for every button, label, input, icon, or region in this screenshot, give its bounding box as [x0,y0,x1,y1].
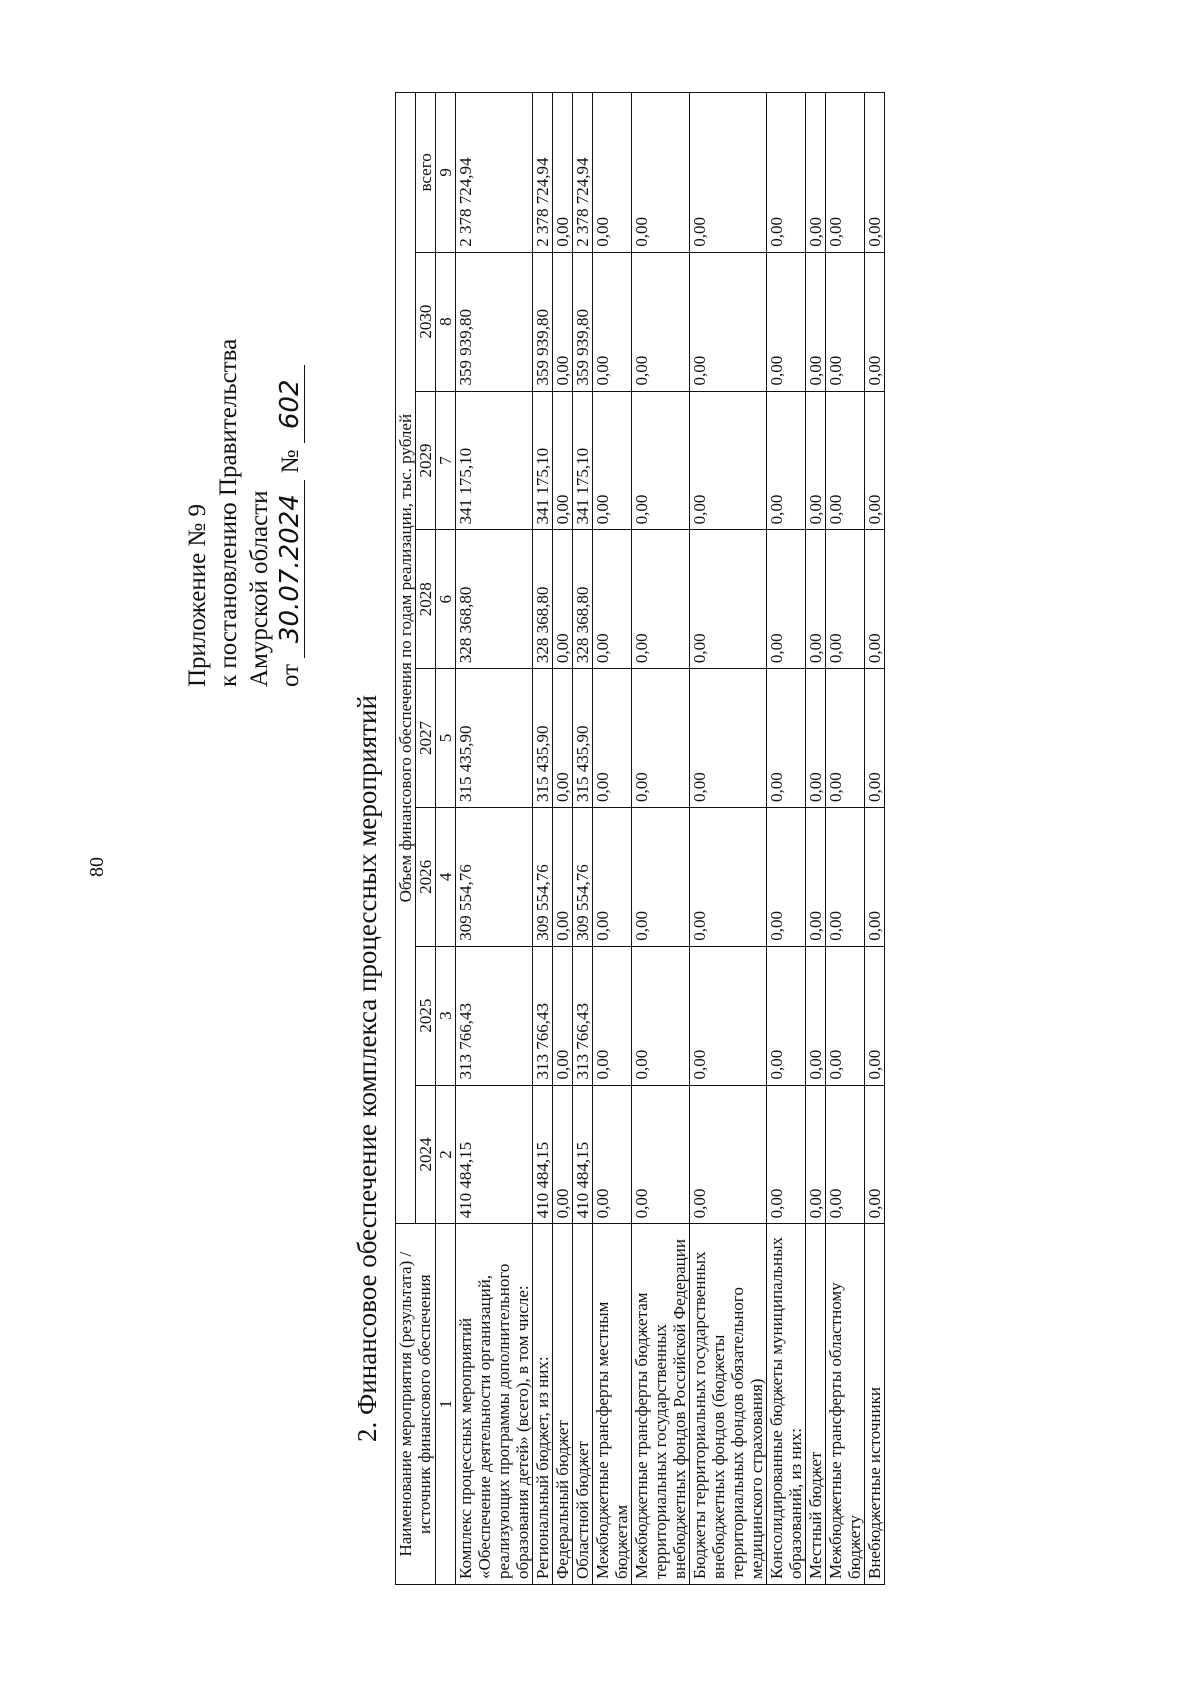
row-value-cell: 0,00 [632,669,690,808]
header-name-cell: Наименование мероприятия (результата) / источник финансового обеспечения [396,1224,436,1585]
row-value-cell: 0,00 [767,807,806,946]
table-row [826,93,865,1585]
column-number-cell: 9 [436,93,456,253]
row-value-cell: 0,00 [826,669,865,808]
appendix-line-3: Амурской области [246,490,273,687]
row-value-cell: 0,00 [806,530,826,669]
row-value-cell: 0,00 [826,946,865,1085]
row-name-cell: Комплекс процессных мероприятий «Обеспечение деятельности организаций, реализующих программы дополнительного образования детей» (всего), в том числе: [456,1224,533,1585]
row-value-cell: 359 939,80 [533,252,553,391]
row-value-cell: 0,00 [593,946,632,1085]
row-value-cell: 0,00 [553,93,573,253]
row-value-cell: 328 368,80 [456,530,533,669]
row-value-cell: 410 484,15 [533,1085,553,1224]
row-name-cell: Внебюджетные источники [865,1224,885,1585]
row-name-cell: Консолидированные бюджеты муниципальных образований, из них: [767,1224,806,1585]
row-name-cell: Федеральный бюджет [553,1224,573,1585]
row-value-cell: 0,00 [767,669,806,808]
header-row-1 [396,93,416,1585]
financing-table [395,92,885,1585]
handwritten-number: 602 [276,365,305,443]
row-value-cell: 309 554,76 [533,807,553,946]
row-value-cell: 313 766,43 [573,946,593,1085]
appendix-line-4 [275,339,306,687]
row-name-cell: Межбюджетные трансферты местным бюджетам [593,1224,632,1585]
row-value-cell: 0,00 [767,391,806,530]
row-name-cell: Местный бюджет [806,1224,826,1585]
row-value-cell: 0,00 [826,252,865,391]
table-row [456,93,533,1585]
section-title: 2. Финансовое обеспечение комплекса процессных мероприятий [352,695,382,1442]
row-value-cell: 0,00 [690,252,767,391]
row-value-cell: 0,00 [593,807,632,946]
row-value-cell: 0,00 [806,807,826,946]
row-name-cell: Межбюджетные трансферты бюджетам территориальных государственных внебюджетных фондов Российской Федерации [632,1224,690,1585]
row-value-cell: 0,00 [806,669,826,808]
row-name-cell: Бюджеты территориальных государственных внебюджетных фондов (бюджеты территориальных фондов обязательного медицинского страхования) [690,1224,767,1585]
row-value-cell: 341 175,10 [533,391,553,530]
row-value-cell: 0,00 [767,93,806,253]
row-value-cell: 0,00 [632,946,690,1085]
row-value-cell: 0,00 [690,1085,767,1224]
row-value-cell: 0,00 [593,391,632,530]
row-value-cell: 0,00 [593,93,632,253]
header-year-cell: 2028 [416,530,436,669]
row-value-cell: 0,00 [593,252,632,391]
row-value-cell: 0,00 [865,530,885,669]
column-number-cell: 1 [436,1224,456,1585]
row-name-cell: Межбюджетные трансферты областному бюджету [826,1224,865,1585]
column-number-cell: 2 [436,1085,456,1224]
row-value-cell: 0,00 [767,252,806,391]
row-value-cell: 0,00 [826,807,865,946]
header-year-cell: 2024 [416,1085,436,1224]
row-value-cell: 0,00 [865,93,885,253]
table-row [632,93,690,1585]
row-value-cell: 0,00 [553,252,573,391]
row-value-cell: 0,00 [826,93,865,253]
handwritten-date: 30.07.2024 [276,480,305,658]
row-value-cell: 0,00 [632,252,690,391]
row-value-cell: 0,00 [632,391,690,530]
row-value-cell: 2 378 724,94 [533,93,553,253]
row-value-cell: 0,00 [632,530,690,669]
row-value-cell: 0,00 [767,1085,806,1224]
row-value-cell: 313 766,43 [533,946,553,1085]
row-value-cell: 0,00 [767,530,806,669]
row-value-cell: 2 378 724,94 [573,93,593,253]
appendix-line-2: к постановлению Правительства [215,338,242,687]
column-number-cell: 7 [436,391,456,530]
header-year-cell: 2026 [416,807,436,946]
row-value-cell: 0,00 [690,946,767,1085]
row-value-cell: 0,00 [806,946,826,1085]
row-value-cell: 0,00 [826,530,865,669]
row-value-cell: 341 175,10 [573,391,593,530]
column-number-cell: 4 [436,807,456,946]
row-value-cell: 315 435,90 [533,669,553,808]
header-year-cell: 2029 [416,391,436,530]
row-value-cell: 0,00 [806,391,826,530]
table-row [573,93,593,1585]
row-value-cell: 410 484,15 [456,1085,533,1224]
row-value-cell: 315 435,90 [456,669,533,808]
row-value-cell: 0,00 [865,1085,885,1224]
row-value-cell: 2 378 724,94 [456,93,533,253]
row-value-cell: 315 435,90 [573,669,593,808]
row-value-cell: 0,00 [865,669,885,808]
row-value-cell: 0,00 [865,807,885,946]
row-value-cell: 0,00 [826,391,865,530]
table-body [456,93,885,1585]
row-value-cell: 410 484,15 [573,1085,593,1224]
appendix-line-1: Приложение № 9 [184,503,211,687]
column-number-cell: 6 [436,530,456,669]
table-row [533,93,553,1585]
row-value-cell: 0,00 [632,93,690,253]
row-value-cell: 0,00 [690,93,767,253]
row-value-cell: 0,00 [553,807,573,946]
header-year-cell: всего [416,93,436,253]
header-year-cell: 2025 [416,946,436,1085]
row-value-cell: 0,00 [593,1085,632,1224]
row-value-cell: 0,00 [690,530,767,669]
row-value-cell: 313 766,43 [456,946,533,1085]
page-number: 80 [86,857,108,877]
row-value-cell: 0,00 [767,946,806,1085]
column-number-cell: 5 [436,669,456,808]
row-value-cell: 0,00 [690,807,767,946]
row-value-cell: 309 554,76 [573,807,593,946]
row-value-cell: 0,00 [690,669,767,808]
row-value-cell: 328 368,80 [533,530,553,669]
appendix-block [182,339,306,687]
row-value-cell: 0,00 [553,946,573,1085]
row-value-cell: 0,00 [806,93,826,253]
table-row [767,93,806,1585]
from-label: от [277,663,304,687]
row-value-cell: 341 175,10 [456,391,533,530]
row-value-cell: 0,00 [632,1085,690,1224]
row-value-cell: 0,00 [553,391,573,530]
header-volume-cell: Объем финансового обеспечения по годам реализации, тыс. рублей [396,93,416,1224]
row-value-cell: 0,00 [806,1085,826,1224]
row-value-cell: 0,00 [826,1085,865,1224]
row-value-cell: 0,00 [553,669,573,808]
row-value-cell: 0,00 [690,391,767,530]
header-year-cell: 2027 [416,669,436,808]
number-label: № [277,449,304,474]
row-value-cell: 0,00 [632,807,690,946]
row-value-cell: 0,00 [865,391,885,530]
table-row [865,93,885,1585]
table-row [593,93,632,1585]
row-value-cell: 309 554,76 [456,807,533,946]
header-year-cell: 2030 [416,252,436,391]
row-value-cell: 0,00 [593,669,632,808]
row-value-cell: 359 939,80 [573,252,593,391]
table-row [690,93,767,1585]
row-value-cell: 0,00 [865,252,885,391]
row-value-cell: 328 368,80 [573,530,593,669]
row-value-cell: 359 939,80 [456,252,533,391]
row-name-cell: Областной бюджет [573,1224,593,1585]
column-number-row [436,93,456,1585]
table-row [806,93,826,1585]
row-value-cell: 0,00 [806,252,826,391]
table-row [553,93,573,1585]
row-name-cell: Региональный бюджет, из них: [533,1224,553,1585]
row-value-cell: 0,00 [553,1085,573,1224]
row-value-cell: 0,00 [865,946,885,1085]
column-number-cell: 8 [436,252,456,391]
row-value-cell: 0,00 [553,530,573,669]
row-value-cell: 0,00 [593,530,632,669]
column-number-cell: 3 [436,946,456,1085]
